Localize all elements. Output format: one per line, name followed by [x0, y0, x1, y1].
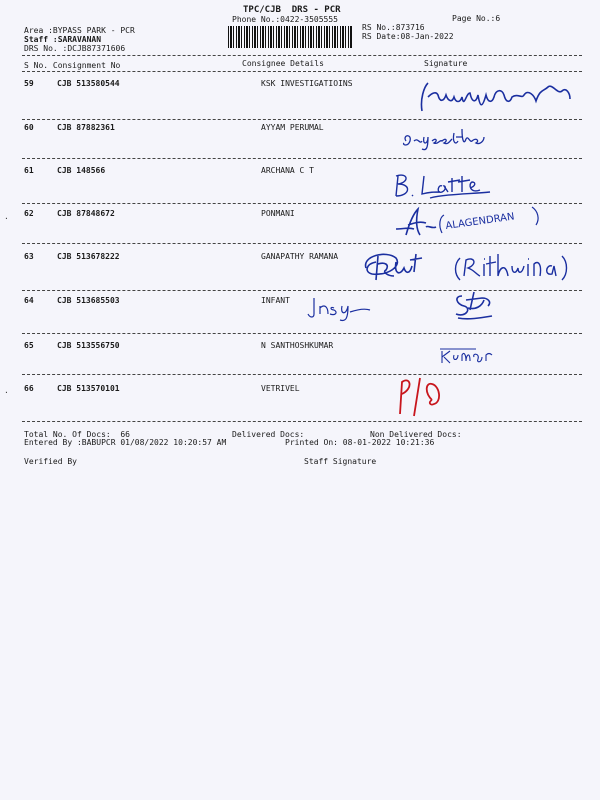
divider — [22, 290, 582, 291]
printed-on: Printed On: 08-01-2022 10:21:36 — [285, 438, 435, 447]
handwritten-signature-image — [410, 81, 580, 117]
row-sno: 64 — [24, 296, 34, 305]
handwritten-signature-image — [356, 246, 586, 290]
divider — [22, 55, 582, 56]
divider — [22, 243, 582, 244]
delivered-docs: Delivered Docs: — [232, 430, 305, 439]
table-row — [0, 294, 600, 337]
row-consignee: VETRIVEL — [261, 384, 300, 393]
row-sno: 59 — [24, 79, 34, 88]
handwritten-signature-image — [436, 345, 496, 367]
phone-number: Phone No.:0422-3505555 — [232, 15, 338, 24]
divider — [22, 71, 582, 72]
document-title: TPC/CJB DRS - PCR — [243, 5, 341, 15]
row-consignment-no: CJB 87882361 — [57, 123, 115, 132]
divider — [22, 333, 582, 334]
row-consignee: PONMANI — [261, 209, 295, 218]
column-header-signature: Signature — [424, 59, 468, 68]
divider — [22, 119, 582, 120]
table-row — [0, 339, 600, 382]
divider — [22, 158, 582, 159]
row-consignee: INFANT — [261, 296, 290, 305]
column-header-consignee: Consignee Details — [242, 59, 324, 68]
row-consignee: AYYAM PERUMAL — [261, 123, 324, 132]
row-consignment-no: CJB 513678222 — [57, 252, 120, 261]
table-row — [0, 382, 600, 425]
barcode-image — [228, 26, 352, 48]
non-delivered-docs: Non Delivered Docs: — [370, 430, 462, 439]
handwritten-signature-image — [392, 199, 562, 243]
rs-number: RS No.:873716 — [362, 23, 425, 32]
column-header-sno-consignment: S No. Consignment No — [24, 61, 121, 70]
row-consignee: N SANTHOSHKUMAR — [261, 341, 334, 350]
row-consignee: GANAPATHY RAMANA — [261, 252, 339, 261]
row-consignment-no: CJB 148566 — [57, 166, 106, 175]
row-consignment-no: CJB 513685503 — [57, 296, 120, 305]
drs-number: DRS No. :DCJB87371606 — [24, 44, 126, 53]
handwritten-signature-image — [392, 374, 462, 420]
entered-by: Entered By :BABUPCR 01/08/2022 10:20:57 AM — [24, 438, 227, 447]
row-consignee: KSK INVESTIGATIOINS — [261, 79, 353, 88]
row-consignment-no: CJB 87848672 — [57, 209, 115, 218]
table-row — [0, 250, 600, 293]
area-label: Area :BYPASS PARK - PCR — [24, 26, 135, 35]
row-sno: 65 — [24, 341, 34, 350]
svg-text:ALAGENDRAN: ALAGENDRAN — [444, 211, 516, 232]
verified-by-label: Verified By — [24, 457, 77, 466]
row-sno: 62 — [24, 209, 34, 218]
staff-label: Staff :SARAVANAN — [24, 35, 102, 44]
row-consignment-no: CJB 513556750 — [57, 341, 120, 350]
divider — [22, 374, 582, 375]
handwritten-signature-image — [306, 294, 376, 322]
divider — [22, 421, 582, 422]
row-sno: 63 — [24, 252, 34, 261]
row-consignee: ARCHANA C T — [261, 166, 314, 175]
margin-mark: · — [4, 214, 9, 223]
rs-date: RS Date:08-Jan-2022 — [362, 32, 454, 41]
row-sno: 66 — [24, 384, 34, 393]
margin-mark: · — [4, 388, 9, 397]
page-number: Page No.:6 — [452, 14, 501, 23]
handwritten-signature-image — [400, 123, 500, 153]
staff-signature-label: Staff Signature — [304, 457, 377, 466]
table-row — [0, 77, 600, 120]
row-sno: 60 — [24, 123, 34, 132]
total-docs: Total No. Of Docs: 66 — [24, 430, 130, 439]
row-consignment-no: CJB 513570101 — [57, 384, 120, 393]
row-sno: 61 — [24, 166, 34, 175]
row-consignment-no: CJB 513580544 — [57, 79, 120, 88]
handwritten-signature-image — [448, 288, 498, 324]
